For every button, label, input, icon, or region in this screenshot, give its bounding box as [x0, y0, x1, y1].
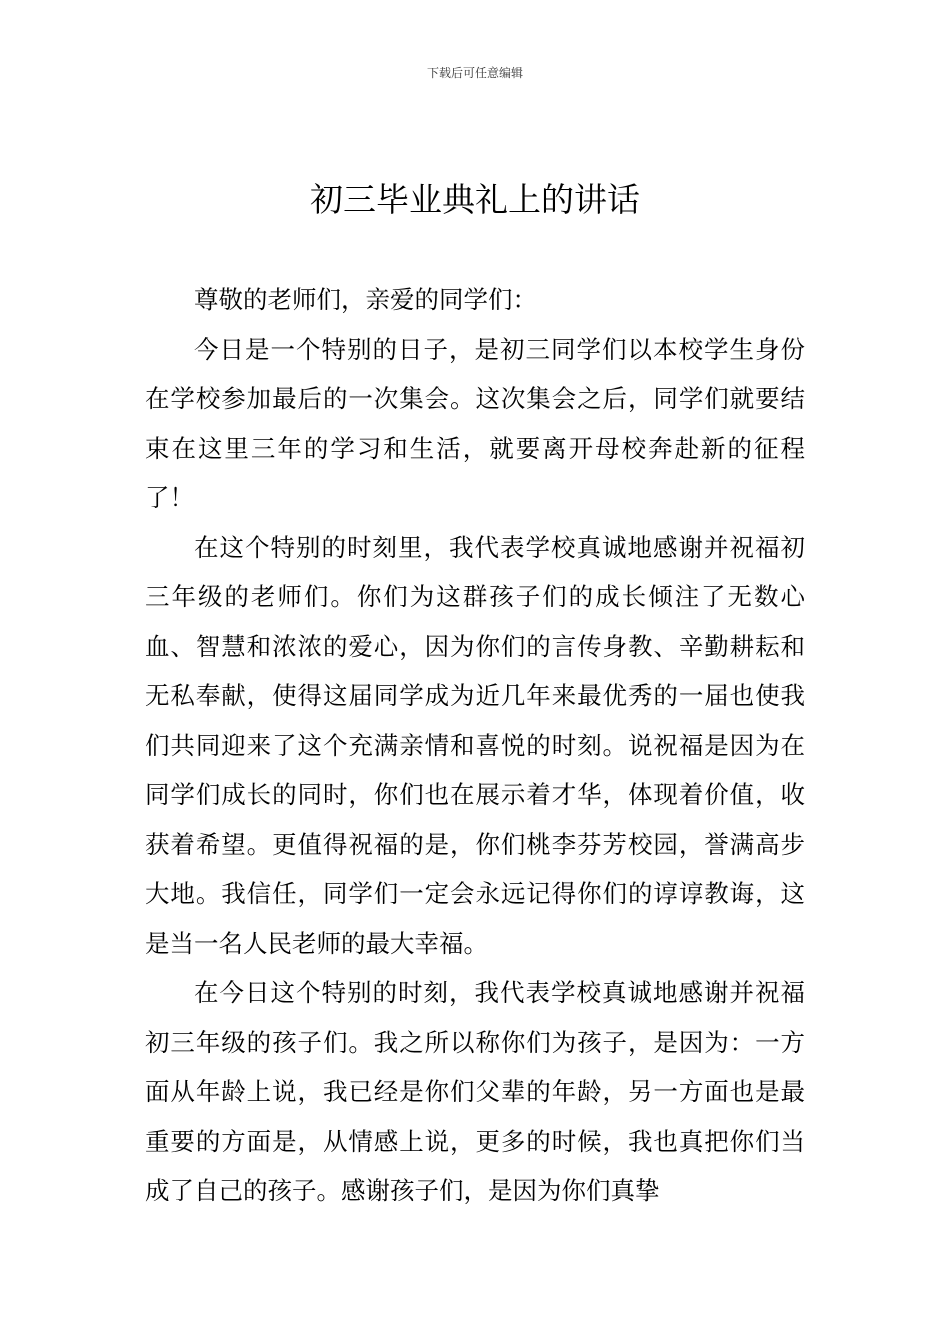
- salutation: 尊敬的老师们，亲爱的同学们：: [194, 285, 537, 314]
- paragraph: 今日是一个特别的日子，是初三同学们以本校学生身份在学校参加最后的一次集会。这次集会之后，同学们就要结束在这里三年的学习和生活，就要离开母校奔赴新的征程了！: [145, 334, 805, 512]
- page-header: 下载后可任意编辑: [426, 66, 523, 80]
- document-title: 初三毕业典礼上的讲话: [310, 180, 640, 219]
- paragraph: 在这个特别的时刻里，我代表学校真诚地感谢并祝福初三年级的老师们。你们为这群孩子们的成长倾注了无数心血、智慧和浓浓的爱心，因为你们的言传身教、辛勤耕耘和无私奉献，使得这届同学成为近几年来最优秀的一届也使我们共同迎来了这个充满亲情和喜悦的时刻。说祝福是因为在同学们成长的同时，你们也在展示着才华，体现着价值，收获着希望。更值得祝福的是，你们桃李芬芳校园，誉满高步大地。我信任，同学们一定会永远记得你们的谆谆教诲，这是当一名人民老师的最大幸福。: [145, 532, 805, 958]
- paragraph: 在今日这个特别的时刻，我代表学校真诚地感谢并祝福初三年级的孩子们。我之所以称你们为孩子，是因为：一方面从年龄上说，我已经是你们父辈的年龄，另一方面也是最重要的方面是，从情感上说，更多的时候，我也真把你们当成了自己的孩子。感谢孩子们，是因为你们真挚: [145, 978, 805, 1205]
- document-body: [145, 275, 805, 1216]
